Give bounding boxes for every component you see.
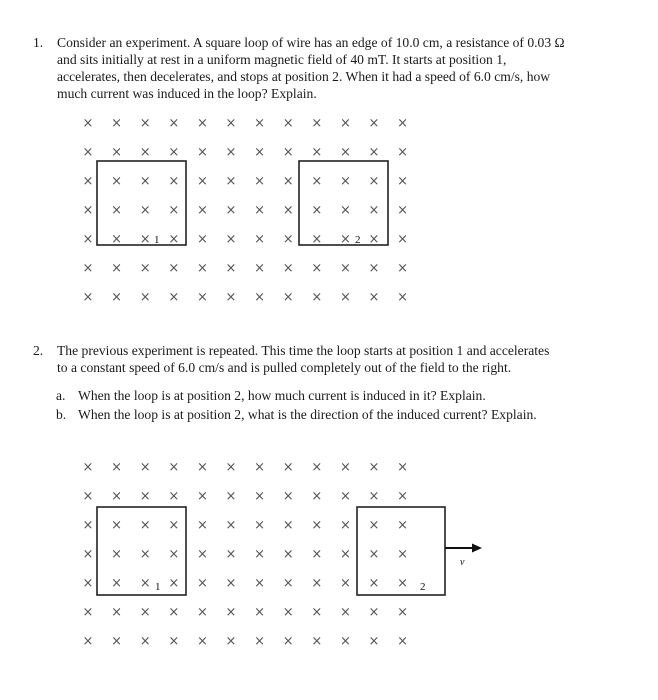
- field-x-mark: ×: [196, 232, 208, 247]
- field-x-mark: ×: [168, 261, 180, 276]
- question-2-line: The previous experiment is repeated. This time the loop starts at position 1 and accelerates: [57, 343, 550, 358]
- question-1-text: [57, 34, 623, 102]
- position-2-label: 2: [420, 581, 426, 593]
- field-x-mark: ×: [139, 290, 151, 305]
- field-x-mark: ×: [139, 232, 151, 247]
- field-x-mark: ×: [311, 116, 323, 131]
- field-x-mark: ×: [225, 634, 237, 649]
- field-x-marks: [83, 460, 409, 649]
- field-x-mark: ×: [111, 547, 123, 562]
- field-x-mark: ×: [168, 489, 180, 504]
- field-x-mark: ×: [339, 145, 351, 160]
- field-x-mark: ×: [225, 576, 237, 591]
- field-x-mark: ×: [139, 261, 151, 276]
- field-x-mark: ×: [282, 576, 294, 591]
- field-x-mark: ×: [254, 460, 266, 475]
- field-x-mark: ×: [282, 261, 294, 276]
- field-x-mark: ×: [225, 518, 237, 533]
- field-x-mark: ×: [339, 232, 351, 247]
- field-x-mark: ×: [82, 605, 94, 620]
- field-x-mark: ×: [311, 576, 323, 591]
- field-x-mark: ×: [282, 605, 294, 620]
- field-x-mark: ×: [168, 203, 180, 218]
- field-x-mark: ×: [196, 576, 208, 591]
- field-x-mark: ×: [139, 174, 151, 189]
- field-x-mark: ×: [82, 145, 94, 160]
- field-x-mark: ×: [139, 634, 151, 649]
- field-x-mark: ×: [196, 547, 208, 562]
- field-x-mark: ×: [225, 261, 237, 276]
- field-x-mark: ×: [368, 547, 380, 562]
- field-x-mark: ×: [111, 261, 123, 276]
- field-x-mark: ×: [254, 203, 266, 218]
- question-2-number: 2.: [33, 343, 44, 358]
- question-2-text: [57, 342, 623, 376]
- field-x-mark: ×: [139, 489, 151, 504]
- field-x-mark: ×: [397, 547, 409, 562]
- field-x-mark: ×: [82, 460, 94, 475]
- field-x-mark: ×: [311, 145, 323, 160]
- field-x-mark: ×: [282, 174, 294, 189]
- field-x-mark: ×: [254, 261, 266, 276]
- field-x-mark: ×: [111, 489, 123, 504]
- field-x-mark: ×: [311, 634, 323, 649]
- field-x-mark: ×: [311, 460, 323, 475]
- figure-2-magnetic-field: [0, 456, 658, 651]
- field-x-mark: ×: [82, 547, 94, 562]
- field-x-mark: ×: [196, 174, 208, 189]
- field-x-mark: ×: [139, 605, 151, 620]
- field-x-mark: ×: [196, 203, 208, 218]
- field-x-mark: ×: [196, 145, 208, 160]
- field-x-mark: ×: [225, 232, 237, 247]
- field-x-mark: ×: [111, 634, 123, 649]
- field-x-mark: ×: [168, 605, 180, 620]
- field-x-mark: ×: [82, 203, 94, 218]
- field-x-mark: ×: [225, 174, 237, 189]
- field-x-mark: ×: [254, 605, 266, 620]
- field-x-mark: ×: [111, 232, 123, 247]
- field-x-mark: ×: [368, 203, 380, 218]
- field-x-mark: ×: [397, 203, 409, 218]
- field-x-mark: ×: [282, 232, 294, 247]
- field-x-mark: ×: [311, 203, 323, 218]
- field-x-mark: ×: [368, 116, 380, 131]
- field-x-mark: ×: [368, 634, 380, 649]
- field-x-mark: ×: [311, 290, 323, 305]
- field-x-mark: ×: [196, 518, 208, 533]
- field-x-mark: ×: [282, 460, 294, 475]
- field-x-mark: ×: [282, 145, 294, 160]
- field-x-mark: ×: [254, 576, 266, 591]
- field-x-mark: ×: [225, 203, 237, 218]
- part-label: b.: [56, 407, 67, 422]
- field-x-mark: ×: [339, 634, 351, 649]
- field-x-mark: ×: [397, 174, 409, 189]
- field-x-mark: ×: [368, 145, 380, 160]
- field-x-mark: ×: [397, 518, 409, 533]
- field-x-mark: ×: [82, 634, 94, 649]
- part-label: a.: [56, 388, 66, 403]
- field-x-mark: ×: [368, 576, 380, 591]
- field-x-mark: ×: [168, 174, 180, 189]
- field-x-mark: ×: [82, 290, 94, 305]
- field-x-mark: ×: [196, 605, 208, 620]
- field-x-mark: ×: [196, 116, 208, 131]
- field-x-mark: ×: [139, 460, 151, 475]
- position-2-label: 2: [355, 234, 361, 246]
- field-x-mark: ×: [168, 290, 180, 305]
- field-x-mark: ×: [111, 605, 123, 620]
- field-x-mark: ×: [225, 489, 237, 504]
- part-text: When the loop is at position 2, how much current is induced in it? Explain.: [78, 388, 486, 403]
- field-x-mark: ×: [168, 634, 180, 649]
- field-x-mark: ×: [225, 116, 237, 131]
- velocity-label: v: [460, 557, 465, 568]
- field-x-mark: ×: [282, 634, 294, 649]
- field-x-marks: [83, 116, 409, 305]
- field-x-mark: ×: [168, 547, 180, 562]
- field-x-mark: ×: [397, 145, 409, 160]
- field-x-mark: ×: [139, 203, 151, 218]
- field-x-mark: ×: [368, 489, 380, 504]
- field-x-mark: ×: [111, 576, 123, 591]
- field-x-mark: ×: [339, 605, 351, 620]
- field-x-mark: ×: [139, 116, 151, 131]
- question-2-line: to a constant speed of 6.0 cm/s and is pulled completely out of the field to the right.: [57, 360, 512, 375]
- field-x-mark: ×: [168, 518, 180, 533]
- velocity-arrow-head: [472, 544, 482, 553]
- field-x-mark: ×: [111, 460, 123, 475]
- question-1-number: 1.: [33, 35, 44, 50]
- field-x-mark: ×: [225, 547, 237, 562]
- field-x-mark: ×: [368, 290, 380, 305]
- field-x-mark: ×: [111, 290, 123, 305]
- question-1-line: accelerates, then decelerates, and stops at position 2. When it had a speed of 6.0 cm/s, how: [57, 69, 551, 84]
- field-x-mark: ×: [368, 460, 380, 475]
- field-x-mark: ×: [254, 232, 266, 247]
- field-x-mark: ×: [368, 232, 380, 247]
- field-x-mark: ×: [196, 489, 208, 504]
- field-x-mark: ×: [168, 460, 180, 475]
- field-x-mark: ×: [368, 518, 380, 533]
- field-x-mark: ×: [254, 290, 266, 305]
- field-x-mark: ×: [397, 460, 409, 475]
- field-x-mark: ×: [282, 203, 294, 218]
- field-x-mark: ×: [339, 174, 351, 189]
- field-x-mark: ×: [397, 232, 409, 247]
- field-x-mark: ×: [397, 116, 409, 131]
- field-x-mark: ×: [254, 518, 266, 533]
- field-x-mark: ×: [282, 518, 294, 533]
- field-x-mark: ×: [168, 576, 180, 591]
- field-x-mark: ×: [139, 547, 151, 562]
- field-x-mark: ×: [82, 232, 94, 247]
- field-x-mark: ×: [254, 174, 266, 189]
- field-x-mark: ×: [339, 203, 351, 218]
- field-x-mark: ×: [254, 145, 266, 160]
- field-x-mark: ×: [368, 261, 380, 276]
- field-x-mark: ×: [225, 145, 237, 160]
- field-x-mark: ×: [397, 634, 409, 649]
- field-x-mark: ×: [196, 634, 208, 649]
- field-x-mark: ×: [311, 174, 323, 189]
- field-x-mark: ×: [311, 605, 323, 620]
- field-x-mark: ×: [397, 489, 409, 504]
- field-x-mark: ×: [339, 547, 351, 562]
- position-1-label: 1: [155, 581, 161, 593]
- field-x-mark: ×: [339, 290, 351, 305]
- field-x-mark: ×: [139, 518, 151, 533]
- field-x-mark: ×: [397, 261, 409, 276]
- field-x-mark: ×: [196, 460, 208, 475]
- field-x-mark: ×: [339, 116, 351, 131]
- field-x-mark: ×: [282, 489, 294, 504]
- field-x-mark: ×: [82, 261, 94, 276]
- field-x-mark: ×: [339, 576, 351, 591]
- field-x-mark: ×: [339, 460, 351, 475]
- field-x-mark: ×: [82, 518, 94, 533]
- field-x-mark: ×: [254, 489, 266, 504]
- field-x-mark: ×: [254, 634, 266, 649]
- field-x-mark: ×: [111, 145, 123, 160]
- field-x-mark: ×: [196, 290, 208, 305]
- field-x-mark: ×: [311, 547, 323, 562]
- field-x-mark: ×: [282, 547, 294, 562]
- position-1-label: 1: [154, 234, 160, 246]
- field-x-mark: ×: [339, 518, 351, 533]
- field-x-mark: ×: [168, 116, 180, 131]
- question-1-line: and sits initially at rest in a uniform magnetic field of 40 mT. It starts at position 1,: [57, 52, 507, 67]
- field-x-mark: ×: [111, 174, 123, 189]
- field-x-mark: ×: [339, 489, 351, 504]
- field-x-mark: ×: [111, 518, 123, 533]
- field-x-mark: ×: [368, 174, 380, 189]
- field-x-mark: ×: [397, 290, 409, 305]
- question-1-line: much current was induced in the loop? Explain.: [57, 86, 317, 101]
- field-x-mark: ×: [311, 232, 323, 247]
- field-x-mark: ×: [282, 290, 294, 305]
- field-x-mark: ×: [311, 489, 323, 504]
- field-x-mark: ×: [82, 116, 94, 131]
- field-x-mark: ×: [254, 547, 266, 562]
- field-x-mark: ×: [139, 145, 151, 160]
- field-x-mark: ×: [139, 576, 151, 591]
- field-x-mark: ×: [111, 116, 123, 131]
- field-x-mark: ×: [225, 605, 237, 620]
- field-x-mark: ×: [111, 203, 123, 218]
- field-x-mark: ×: [397, 605, 409, 620]
- field-x-mark: ×: [311, 261, 323, 276]
- field-x-mark: ×: [397, 576, 409, 591]
- field-x-mark: ×: [225, 290, 237, 305]
- question-1-line: Consider an experiment. A square loop of wire has an edge of 10.0 cm, a resistance of 0.03 Ω: [57, 35, 565, 50]
- field-x-mark: ×: [168, 232, 180, 247]
- field-x-mark: ×: [82, 576, 94, 591]
- field-x-mark: ×: [225, 460, 237, 475]
- figure-1-magnetic-field: [0, 112, 658, 307]
- field-x-mark: ×: [82, 489, 94, 504]
- field-x-mark: ×: [368, 605, 380, 620]
- part-text: When the loop is at position 2, what is the direction of the induced current? Explain.: [78, 407, 537, 422]
- field-x-mark: ×: [311, 518, 323, 533]
- field-x-mark: ×: [339, 261, 351, 276]
- field-x-mark: ×: [254, 116, 266, 131]
- field-x-mark: ×: [168, 145, 180, 160]
- field-x-mark: ×: [282, 116, 294, 131]
- field-x-mark: ×: [82, 174, 94, 189]
- field-x-mark: ×: [196, 261, 208, 276]
